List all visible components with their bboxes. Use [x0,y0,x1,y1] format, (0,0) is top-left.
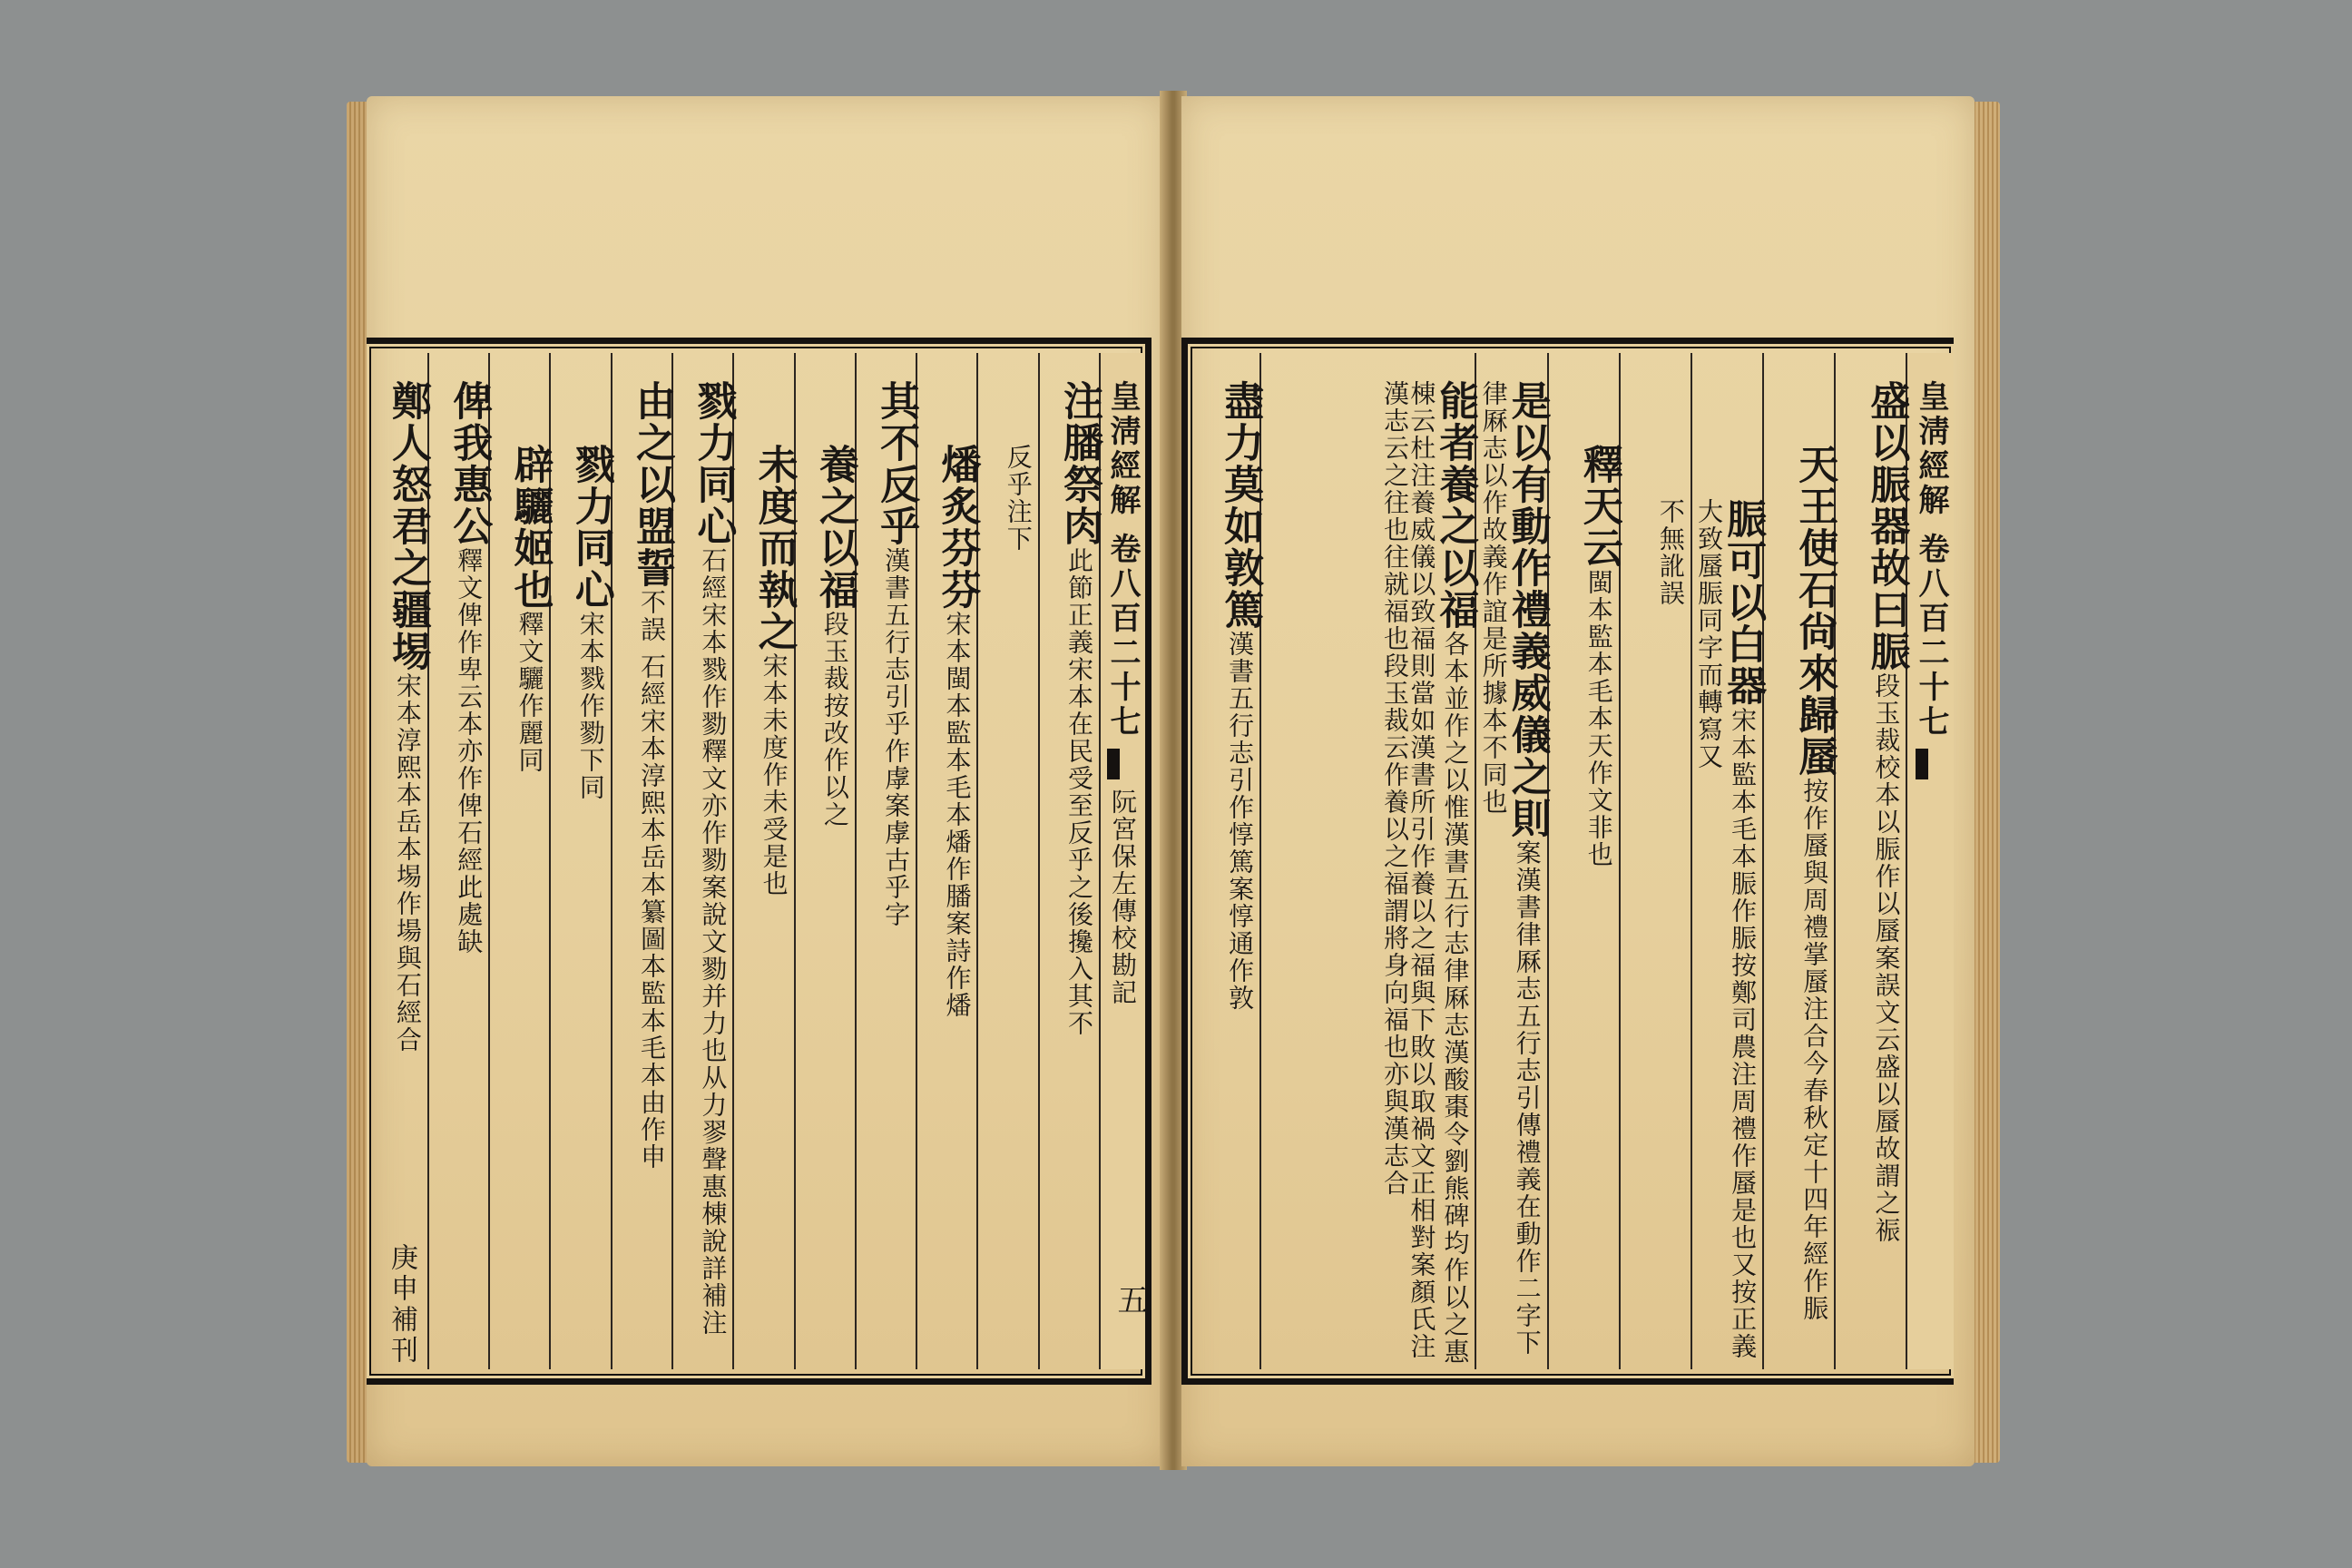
column-note-text: 閩本監本毛本天作文非也 [1583,569,1614,868]
right-page-frame [1181,338,1954,1385]
column-note-text: 宋本閩本監本毛本燔作膰案詩作燔 [942,611,973,1019]
text-column [855,353,920,1369]
text-column [794,353,858,1369]
left-page-frame [367,338,1152,1385]
page-number: 五 [1112,1284,1148,1315]
column-main-text: 是以有動作禮義威儀之則 [1504,380,1551,839]
column-note-text: 漢書五行志引乎作虖案虖古乎字 [881,547,912,928]
text-column [1762,353,1838,1369]
left-page [367,96,1165,1466]
column-main-text: 釋天云 [1575,444,1622,569]
text-column [611,353,676,1369]
column-main-text: 燔炙芬芬 [934,444,981,611]
column-main-text: 盛以脤器故曰脤 [1863,380,1910,672]
open-book [347,91,2000,1477]
column-main-text: 戮力同心 [567,444,614,611]
column-note-text: 釋文驪作麗同 [514,611,545,774]
column-note-text: 不誤 石經宋本淳熙本岳本纂圖本監本毛本由作申 [637,589,668,1171]
column-note-text: 案漢書律厤志五行志引傳禮義在動作二字下律厤志以作故義作誼是所據本不同也 [1478,380,1543,1357]
column-main-text: 鄭人怒君之疆埸 [384,380,431,672]
column-note-text: 反乎注下 [1003,444,1034,553]
text-column [1475,353,1551,1369]
text-column [1188,353,1264,1369]
text-column [1619,353,1690,1369]
column-main-text: 辟驪姬也 [506,444,554,611]
column-main-text: 俾我惠公 [446,380,493,547]
text-column [1038,353,1102,1369]
column-main-text: 未度而執之 [750,444,798,652]
fish-tail-mark [1107,749,1138,779]
text-column [1690,353,1767,1369]
column-main-text: 戮力同心 [690,380,737,547]
column-note-text: 不無訛誤 [1655,498,1686,607]
banxin-title: 皇淸經解 卷八百二十七 [1913,380,1949,740]
text-column [367,353,431,1369]
column-note-text: 各本並作之以惟漢書五行志律厤志漢酸棗令劉熊碑均作以之惠棟云杜注養威儀以致福則當如漢書所引作養以之福與下敗以取禍文正相對案顏氏注漢志云之往也往就福也段玉裁云作養以之福謂將身向福也亦與漢志合 [1380,380,1471,1366]
column-main-text: 能者養之以福 [1432,380,1479,631]
text-column [671,353,737,1369]
publisher-note: 庚申補刊 [386,1243,417,1367]
column-main-text: 盡力莫如敦篤 [1217,380,1264,631]
column-main-text: 注膰祭肉 [1056,380,1102,547]
text-column [976,353,1037,1369]
banxin-subtitle: 阮宮保左傳校勘記 [1108,788,1138,1006]
column-note-text: 此節正義宋本在民受至反乎之後攙入其不 [1064,547,1094,1037]
column-note-text: 石經宋本戮作勠釋文亦作勠案說文勠并力也从力翏聲惠棟說詳補注 [698,547,729,1337]
text-column [1547,353,1622,1369]
text-column [488,353,554,1369]
column-main-text: 由之以盟誓 [629,380,676,589]
banxin-title: 皇淸經解 卷八百二十七 [1104,380,1141,740]
column-note-text: 段玉裁校本以脤作以蜃案誤文云盛以蜃故謂之祳 [1871,672,1902,1244]
left-page-columns [367,353,1148,1369]
banxin-right [1906,353,1954,1369]
fish-tail-mark [1916,749,1946,779]
show-through-text [548,205,600,247]
column-main-text: 脤可以白器 [1720,498,1767,707]
banxin-left [1099,353,1148,1369]
column-note-text: 漢書五行志引作惇篤案惇通作敦 [1225,631,1256,1012]
text-column [916,353,981,1369]
column-note-text: 釋文俾作卑云本亦作俾石經此處缺 [454,547,485,956]
column-note-text: 宋本監本毛本脤作脤按鄭司農注周禮作蜃是也又按正義大致蜃脤同字而轉寫又 [1694,498,1759,1360]
right-page [1181,96,1975,1466]
column-note-text: 宋本淳熙本岳本埸作場與石經合 [392,672,423,1054]
column-note-text: 段玉裁按改作以之 [819,611,850,828]
text-column [427,353,493,1369]
right-page-columns [1188,353,1954,1369]
column-main-text: 養之以福 [811,444,858,611]
text-column [732,353,798,1369]
column-note-text: 按作蜃與周禮掌蜃注合今春秋定十四年經作脤 [1799,778,1830,1322]
text-column [1259,353,1479,1369]
column-main-text: 天王使石尙來歸蜃 [1791,444,1838,778]
column-note-text: 宋本戮作勠下同 [575,611,606,801]
text-column [549,353,614,1369]
column-note-text: 宋本未度作未受是也 [759,652,789,897]
column-main-text: 其不反乎 [873,380,920,547]
text-column [1834,353,1910,1369]
